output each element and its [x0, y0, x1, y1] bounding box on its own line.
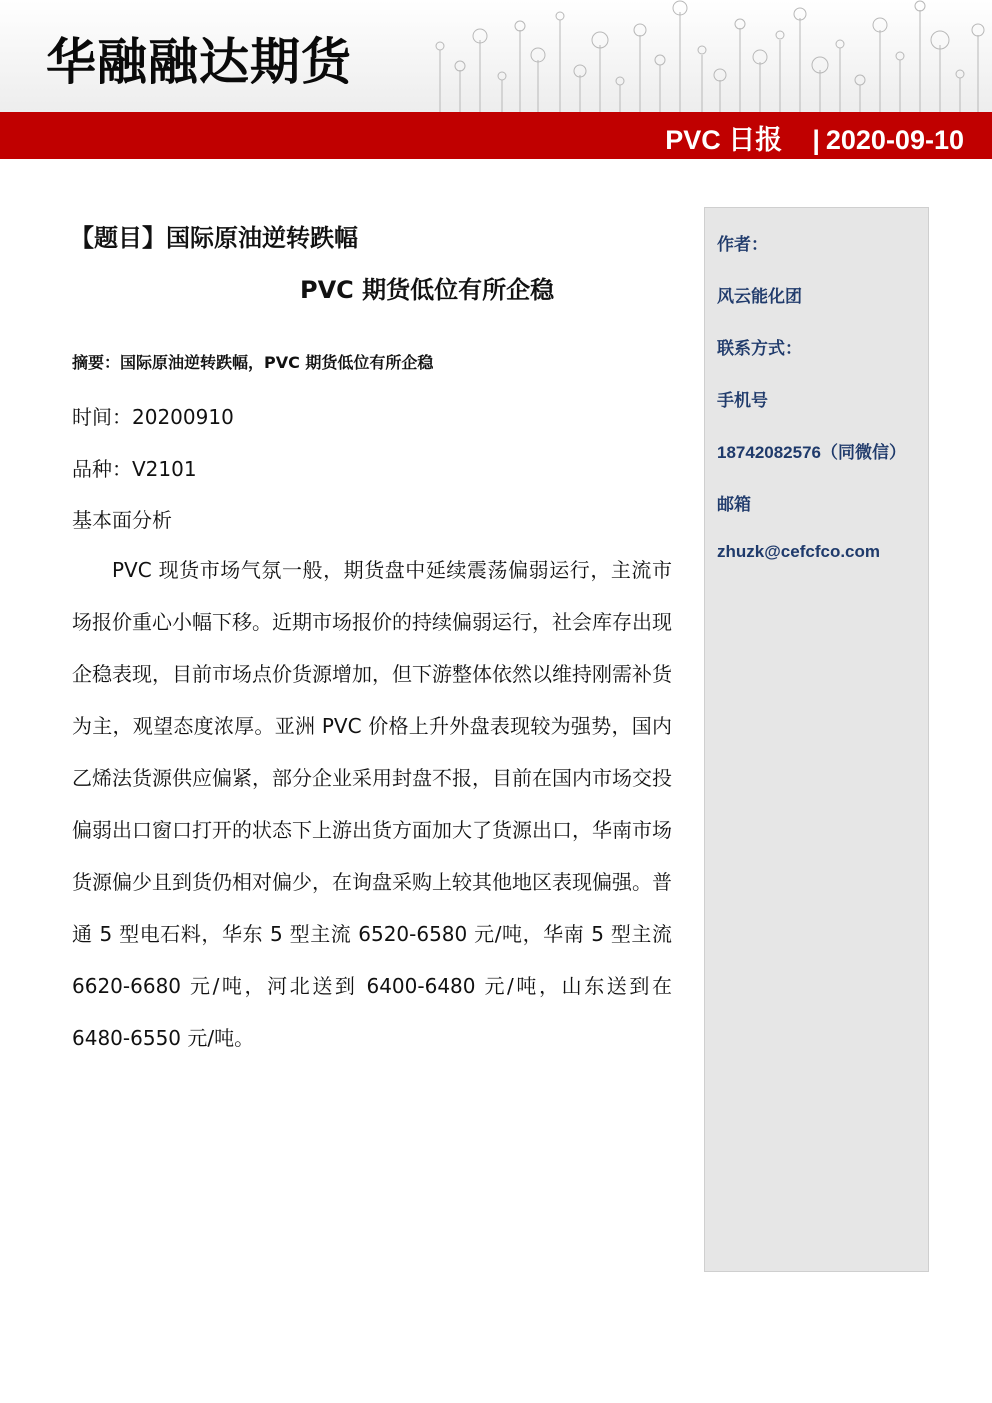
brand-logo-text: 华融融达期货: [46, 32, 352, 91]
report-separator: |: [812, 125, 820, 155]
contact-sidebar: [704, 207, 929, 1272]
article-variety: 品种：V2101: [72, 457, 197, 481]
article-title-line2: PVC 期货低位有所企稳: [300, 276, 555, 304]
report-date: 2020-09-10: [825, 125, 964, 155]
contact-label: 联系方式：: [717, 339, 802, 358]
article-body: PVC 现货市场气氛一般，期货盘中延续震荡偏弱运行，主流市场报价重心小幅下移。近期市场报价的持续偏弱运行，社会库存出现企稳表现，目前市场点价货源增加，但下游整体依然以维持刚需补货为主，观望态度浓厚。亚洲 PVC 价格上升外盘表现较为强势，国内乙烯法货源供应偏紧，部分企业采用封盘不报，目前在国内市场交投偏弱出口窗口打开的状态下上游出货方面加大了货源出口，华南市场货源偏少且到货仍相对偏少，在询盘采购上较其他地区表现偏强。普通 5 型电石料，华东 5 型主流 6520-6580 元/吨，华南 5 型主流 6620-6680 元/吨，河北送到 6400-6480 元/吨，山东送到在 6480-6550 元/吨。: [72, 558, 672, 1050]
report-type: PVC 日报: [665, 125, 783, 155]
report-label: [665, 118, 964, 157]
article-title-line1: 【题目】国际原油逆转跌幅: [70, 224, 358, 252]
phone-number[interactable]: 18742082576（同微信）: [717, 443, 907, 462]
email-label: 邮箱: [717, 495, 751, 514]
section-title: 基本面分析: [72, 508, 172, 532]
phone-label: 手机号: [717, 391, 768, 410]
email-address[interactable]: zhuzk@cefcfco.com: [717, 542, 881, 561]
article-summary: 摘要：国际原油逆转跌幅，PVC 期货低位有所企稳: [72, 353, 434, 372]
article-time: 时间：20200910: [72, 405, 234, 429]
author-label: 作者：: [717, 235, 768, 254]
header-decoration: [420, 0, 992, 112]
author-name: 风云能化团: [717, 287, 802, 306]
